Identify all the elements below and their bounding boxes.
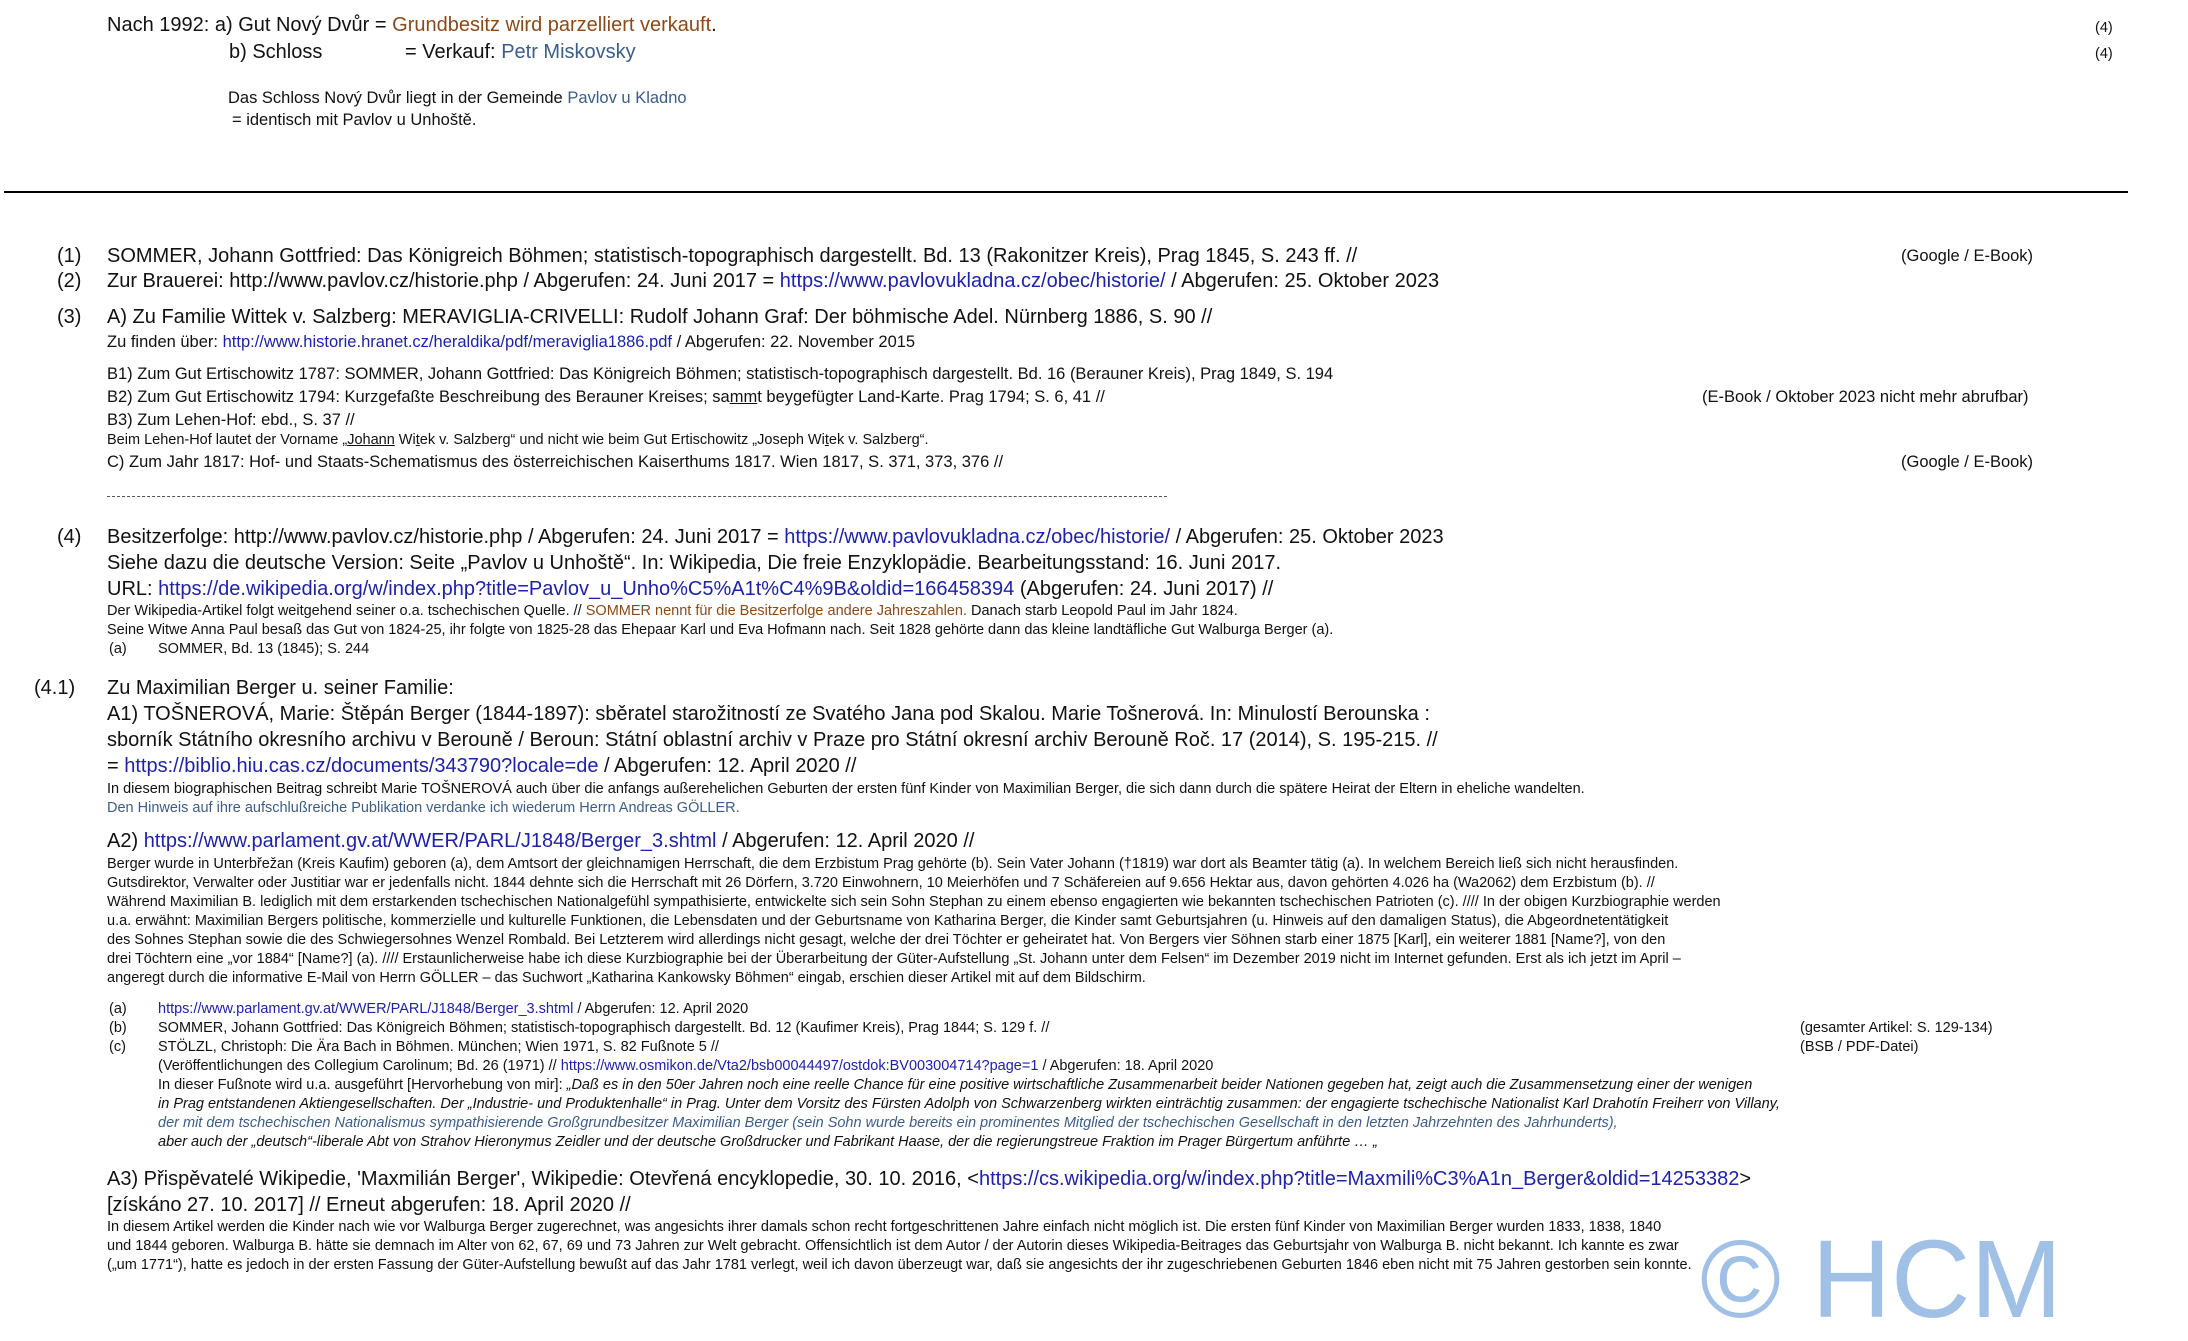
footnote-3-b3: B3) Zum Lehen-Hof: ebd., S. 37 // — [107, 411, 355, 429]
footnote-3-b2 — [107, 387, 1105, 407]
header-line-2-sale: = Verkauf: — [405, 41, 496, 63]
footnote-3-note-d: ek v. Salzberg“. — [828, 432, 929, 448]
footnote-4-wiki-link[interactable]: https://de.wikipedia.org/w/index.php?title=Pavlov_u_Unho%C5%A1t%C4%9B&oldid=166458394 — [158, 578, 1015, 600]
footnote-3-b2-underline: mm — [729, 388, 758, 406]
footnote-41-a1-note: In diesem biographischen Beitrag schreibt Marie TOŠNEROVÁ auch über die anfangs außerehelichen Geburten der ersten fünf Kinder von Maximilian Berger, die sich dann durch die spätere Heirat der Eltern in eheliche wandelten. — [107, 781, 1585, 797]
header-line-2-label: b) Schloss — [229, 41, 323, 63]
footnote-4-line-1 — [107, 524, 1444, 550]
footnote-4-line-5: Seine Witwe Anna Paul besaß das Gut von 1824-25, ihr folgte von 1825-28 das Ehepaar Karl und Eva Hofmann nach. Seit 1828 gehörte dann das kleine landtäfliche Gut Walburga Berger (a). — [107, 622, 1334, 638]
footnote-41-a2-text-2: Gutsdirektor, Verwalter oder Justitiar war er jedenfalls nicht. 1844 dehnte sich die Herrschaft mit 26 Dörfern, 3.720 Einwohnern, 10 Meierhöfen und 7 Schäfereien auf 9.656 Hektar aus, davon gehörten 4.026 ha (Wa2062) dem Erzbistum (b). // — [107, 875, 1655, 891]
footnote-3-c: C) Zum Jahr 1817: Hof- und Staats-Schematismus des österreichischen Kaiserthums 1817. Wien 1817, S. 371, 373, 376 // — [107, 453, 1004, 471]
ref-c-side: (BSB / PDF-Datei) — [1800, 1039, 1919, 1055]
footnote-4-number: (4) — [57, 526, 82, 548]
footnote-3-note-c: ek v. Salzberg“ und nicht wie beim Gut Ertischowitz „Joseph Wi — [419, 432, 825, 448]
footnote-3-b2-lead: B2) Zum Gut Ertischowitz 1794: Kurzgefaßte Beschreibung des Berauner Kreises; sa — [107, 388, 730, 406]
footnote-41-a2-heading — [107, 828, 974, 854]
footnote-3-find-label: Zu finden über: — [107, 333, 218, 351]
separator-rule — [4, 191, 2128, 193]
footnote-41-a1-thanks: Den Hinweis auf ihre aufschlußreiche Publikation verdanke ich wiederum Herrn Andreas GÖLLER. — [107, 800, 740, 816]
footnote-4-line-4-a: Der Wikipedia-Artikel folgt weitgehend seiner o.a. tschechischen Quelle. // — [107, 603, 582, 619]
quote-intro: In dieser Fußnote wird u.a. ausgeführt [Hervorhebung von mir]: — [158, 1077, 563, 1093]
ref-a-text — [158, 1000, 748, 1019]
footnote-4-ref-a-text: SOMMER, Bd. 13 (1845); S. 244 — [158, 641, 370, 657]
footnote-4-line-1-tail: / Abgerufen: 25. Oktober 2023 — [1175, 526, 1444, 548]
ref-c-text: STÖLZL, Christoph: Die Ära Bach in Böhmen. München; Wien 1971, S. 82 Fußnote 5 // — [158, 1039, 719, 1055]
footnote-3-find-date: / Abgerufen: 22. November 2015 — [676, 333, 916, 351]
ref-c-date: / Abgerufen: 18. April 2020 — [1042, 1058, 1214, 1074]
quote-line-2: in Prag entstandenen Aktiengesellschaften. Der „Industrie- und Produktenhalle“ in Prag. Unter dem Vorsitz des Fürsten Adolph von Schwarzenberg wirkten einträchtig zusammen: der engagierte tschechische Nationalist Karl Drahotín Freiherr von Villany, — [158, 1096, 1780, 1112]
quote-line-1 — [158, 1076, 1752, 1095]
footnote-41-a2-text-7: angeregt durch die informative E-Mail von Herrn GÖLLER – das Suchwort „Katharina Kankowsky Böhmen“ eingab, erschien dieser Artikel mit auf dem Bildschirm. — [107, 970, 1146, 986]
footnote-1-text: SOMMER, Johann Gottfried: Das Königreich Böhmen; statistisch-topographisch dargestellt. Bd. 13 (Rakonitzer Kreis), Prag 1845, S. 243 ff. // — [107, 245, 1358, 267]
footnote-4-line-4-c: Danach starb Leopold Paul im Jahr 1824. — [971, 603, 1238, 619]
header-line-2-buyer: Petr Miskovsky — [501, 41, 636, 63]
footnote-41-a2-text-5: des Sohnes Stephan sowie die des Schwiegersohnes Wenzel Rombald. Bei Letzterem wird allerdings nicht gesagt, welche der drei Töchter er geheiratet hat. Von Bergers vier Söhnen starb einer 1875 [Karl], ein weiterer 1881 [Name?], von den — [107, 932, 1666, 948]
footnote-3-a: A) Zu Familie Wittek v. Salzberg: MERAVIGLIA-CRIVELLI: Rudolf Johann Graf: Der böhmische Adel. Nürnberg 1886, S. 90 // — [107, 306, 1213, 328]
footnote-2-number: (2) — [57, 270, 82, 292]
footnote-4-link[interactable]: https://www.pavlovukladna.cz/obec/historie/ — [784, 526, 1171, 548]
footnote-41-a2-date: / Abgerufen: 12. April 2020 // — [722, 830, 975, 852]
footnote-4-ref-a-number: (a) — [109, 641, 127, 657]
footnote-3-note-u2: t — [415, 432, 420, 448]
footnote-3-note-u3: t — [824, 432, 829, 448]
ref-b-text: SOMMER, Johann Gottfried: Das Königreich Böhmen; statistisch-topographisch dargestellt. Bd. 12 (Kaufimer Kreis), Prag 1844; S. 129 f. // — [158, 1020, 1050, 1036]
footnote-41-a3-line-2: [získáno 27. 10. 2017] // Erneut abgerufen: 18. April 2020 // — [107, 1194, 631, 1216]
footnote-3-b2-side: (E-Book / Oktober 2023 nicht mehr abrufbar) — [1702, 388, 2029, 406]
footnote-3-note-b: Wi — [398, 432, 416, 448]
footnote-3-note-u: Johann — [347, 432, 395, 448]
hcm-watermark: © HCM — [1700, 1218, 2063, 1341]
footnote-2-tail: / Abgerufen: 25. Oktober 2023 — [1171, 270, 1440, 292]
footnote-41-a1-line-3 — [107, 753, 856, 779]
header-note-1 — [228, 88, 687, 108]
footnote-41-a3-close: > — [1739, 1168, 1752, 1190]
quote-line-3: der mit dem tschechischen Nationalismus sympathisierende Großgrundbesitzer Maximilian Berger (sein Sohn wurde bereits ein prominentes Mitglied der tschechischen Gesellschaft in den letzten Jahrzehnten des Jahrhunderts), — [158, 1115, 1618, 1131]
header-note-2: = identisch mit Pavlov u Unhoště. — [232, 111, 477, 129]
ref-a-number: (a) — [109, 1001, 127, 1017]
ref-c-series-text: (Veröffentlichungen des Collegium Carolinum; Bd. 26 (1971) // — [158, 1058, 557, 1074]
footnote-1-side: (Google / E-Book) — [1901, 247, 2034, 265]
footnote-3-find-link[interactable]: http://www.historie.hranet.cz/heraldika/pdf/meraviglia1886.pdf — [222, 333, 673, 351]
footnote-1-number: (1) — [57, 245, 82, 267]
footnote-3-b1: B1) Zum Gut Ertischowitz 1787: SOMMER, Johann Gottfried: Das Königreich Böhmen; statistisch-topographisch dargestellt. Bd. 16 (Berauner Kreis), Prag 1849, S. 194 — [107, 365, 1334, 383]
footnote-2-lead: Zur Brauerei: http://www.pavlov.cz/historie.php / Abgerufen: 24. Juni 2017 = — [107, 270, 775, 292]
header-ref-2: (4) — [2095, 46, 2113, 62]
ref-a-link[interactable]: https://www.parlament.gv.at/WWER/PARL/J1848/Berger_3.shtml — [158, 1001, 574, 1017]
footnote-41-a1-line-2: sborník Státního okresního archivu v Berouně / Beroun: Státní oblastní archiv v Praze pro Státní okresní archiv Berouně Roč. 17 (2014), S. 195-215. // — [107, 729, 1438, 751]
ref-a-date: / Abgerufen: 12. April 2020 — [577, 1001, 749, 1017]
footnote-41-a1-date: / Abgerufen: 12. April 2020 // — [604, 755, 857, 777]
dashed-separator — [107, 496, 1167, 497]
header-note-1-place: Pavlov u Kladno — [567, 89, 687, 107]
footnote-3-note — [107, 431, 929, 450]
footnote-41-a1-link[interactable]: https://biblio.hiu.cas.cz/documents/343790?locale=de — [124, 755, 599, 777]
quote-text-1: „Daß es in den 50er Jahren noch eine reelle Chance für eine positive wirtschaftliche Zusammenarbeit beider Nationen gegeben hat, zeigt auch die Zusammensetzung einer der wenigen — [566, 1077, 1753, 1093]
ref-b-number: (b) — [109, 1020, 127, 1036]
footnote-3-b2-tail: t beygefügter Land-Karte. Prag 1794; S. 6, 41 // — [757, 388, 1105, 406]
footnote-41-a2-label: A2) — [107, 830, 139, 852]
footnote-3-number: (3) — [57, 306, 82, 328]
footnote-4-line-4 — [107, 602, 1238, 621]
footnote-3-c-side: (Google / E-Book) — [1901, 453, 2034, 471]
footnote-41-a2-text-4: u.a. erwähnt: Maximilian Bergers politische, kommerzielle und kulturelle Funktionen, die Lebensdaten und der Geburtsname von Katharina Berger, die Kinder samt Geburtsjahren (u. Hinweis auf den damaligen Status), die Abgeordnetentätigkeit — [107, 913, 1669, 929]
footnote-41-a1-eq: = — [107, 755, 119, 777]
header-note-1-text: Das Schloss Nový Dvůr liegt in der Gemeinde — [228, 89, 563, 107]
footnote-4-line-3-tail: (Abgerufen: 24. Juni 2017) // — [1019, 578, 1274, 600]
footnote-2-text — [107, 268, 1439, 294]
ref-c-number: (c) — [109, 1039, 126, 1055]
footnote-2-link[interactable]: https://www.pavlovukladna.cz/obec/historie/ — [779, 270, 1166, 292]
footnote-41-a2-text-6: drei Töchtern eine „vor 1884“ [Name?] (a). //// Erstaunlicherweise habe ich diese Kurzbiographie bei der Überarbeitung der Güter-Aufstellung „St. Johann unter dem Felsen“ im Dezember 2019 nicht im Internet gefunden. Erst als ich jetzt im April – — [107, 951, 1681, 967]
footnote-41-a3-text-1: In diesem Artikel werden die Kinder nach wie vor Walburga Berger zugerechnet, was angesichts ihrer damals schon recht fortgeschrittenen Jahre einfach nicht möglich ist. Die ersten fünf Kinder von Maximilian Berger wurden 1833, 1838, 1840 — [107, 1219, 1662, 1235]
ref-c-link[interactable]: https://www.osmikon.de/Vta2/bsb00044497/ostdok:BV003004714?page=1 — [560, 1058, 1039, 1074]
footnote-41-a3-text-3: („um 1771“), hatte es jedoch in der ersten Fassung der Güter-Aufstellung bewußt auf das Jahr 1781 verlegt, weil ich davon überzeugt war, daß sie angesichts der ihr zugeschriebenen Geburten 1846 eben nicht mit 75 Jahren gestorben sein konnte. — [107, 1257, 1692, 1273]
header-line-1-highlight: Grundbesitz wird parzelliert verkauft — [392, 14, 712, 36]
footnote-41-a3-lead: A3) Přispěvatelé Wikipedie, 'Maxmilián Berger', Wikipedie: Otevřená encyklopedie, 30. 10. 2016, < — [107, 1168, 979, 1190]
quote-line-4: aber auch der „deutsch“-liberale Abt von Strahov Hieronymus Zeidler und der deutsche Großdrucker und Fabrikant Haase, der die regierungstreue Fraktion im Prager Bürgertum anführte … „ — [158, 1134, 1378, 1150]
footnote-4-line-4-highlight: SOMMER nennt für die Besitzerfolge andere Jahreszahlen. — [585, 603, 967, 619]
footnote-41-a2-link[interactable]: https://www.parlament.gv.at/WWER/PARL/J1848/Berger_3.shtml — [143, 830, 717, 852]
footnote-41-a3-line-1 — [107, 1166, 1751, 1192]
header-line-1 — [107, 12, 717, 38]
footnote-4-url-label: URL: — [107, 578, 153, 600]
header-line-2 — [229, 39, 636, 65]
footnote-41-a3-link[interactable]: https://cs.wikipedia.org/w/index.php?title=Maxmili%C3%A1n_Berger&oldid=14253382 — [978, 1168, 1740, 1190]
footnote-41-title: Zu Maximilian Berger u. seiner Familie: — [107, 677, 454, 699]
footnote-41-a3-text-2: und 1844 geboren. Walburga B. hätte sie demnach im Alter von 62, 67, 69 und 73 Jahren zur Welt gebracht. Offensichtlich ist dem Autor / der Autorin dieses Wikipedia-Beitrages das Geburtsjahr von Walburga B. nicht bekannt. Ich kannte es zwar — [107, 1238, 1679, 1254]
header-ref-1: (4) — [2095, 20, 2113, 36]
ref-b-side: (gesamter Artikel: S. 129-134) — [1800, 1020, 1993, 1036]
footnote-41-a2-text-3: Während Maximilian B. lediglich mit dem erstarkenden tschechischen Nationalgefühl sympathisierte, entwickelte sich sein Sohn Stephan zu einem ebenso engagierten wie bekannten tschechischen Patrioten (c). //// In der obigen Kurzbiographie werden — [107, 894, 1721, 910]
footnote-41-a2-text-1: Berger wurde in Unterbřežan (Kreis Kaufim) geboren (a), dem Amtsort der gleichnamigen Herrschaft, die dem Erzbistum Prag gehörte (b). Sein Vater Johann (†1819) war dort als Beamter tätig (a). In welchem Bereich ließ sich nicht herausfinden. — [107, 856, 1679, 872]
footnote-41-number: (4.1) — [34, 677, 76, 699]
header-line-1-end: . — [711, 14, 717, 36]
footnote-41-a1-line-1: A1) TOŠNEROVÁ, Marie: Štěpán Berger (1844-1897): sběratel starožitností ze Svatého Jana pod Skalou. Marie Tošnerová. In: Minulostí Berounska : — [107, 703, 1430, 725]
ref-c-series — [158, 1057, 1213, 1076]
footnote-3-find — [107, 332, 915, 352]
footnote-4-line-2: Siehe dazu die deutsche Version: Seite „Pavlov u Unhoště“. In: Wikipedia, Die freie Enzyklopädie. Bearbeitungsstand: 16. Juni 2017. — [107, 552, 1282, 574]
footnote-4-line-1-lead: Besitzerfolge: http://www.pavlov.cz/historie.php / Abgerufen: 24. Juni 2017 = — [107, 526, 779, 548]
footnote-4-line-3 — [107, 576, 1273, 602]
header-line-1-label: Nach 1992: a) Gut Nový Dvůr = — [107, 14, 387, 36]
footnote-3-note-a: Beim Lehen-Hof lautet der Vorname „ — [107, 432, 348, 448]
